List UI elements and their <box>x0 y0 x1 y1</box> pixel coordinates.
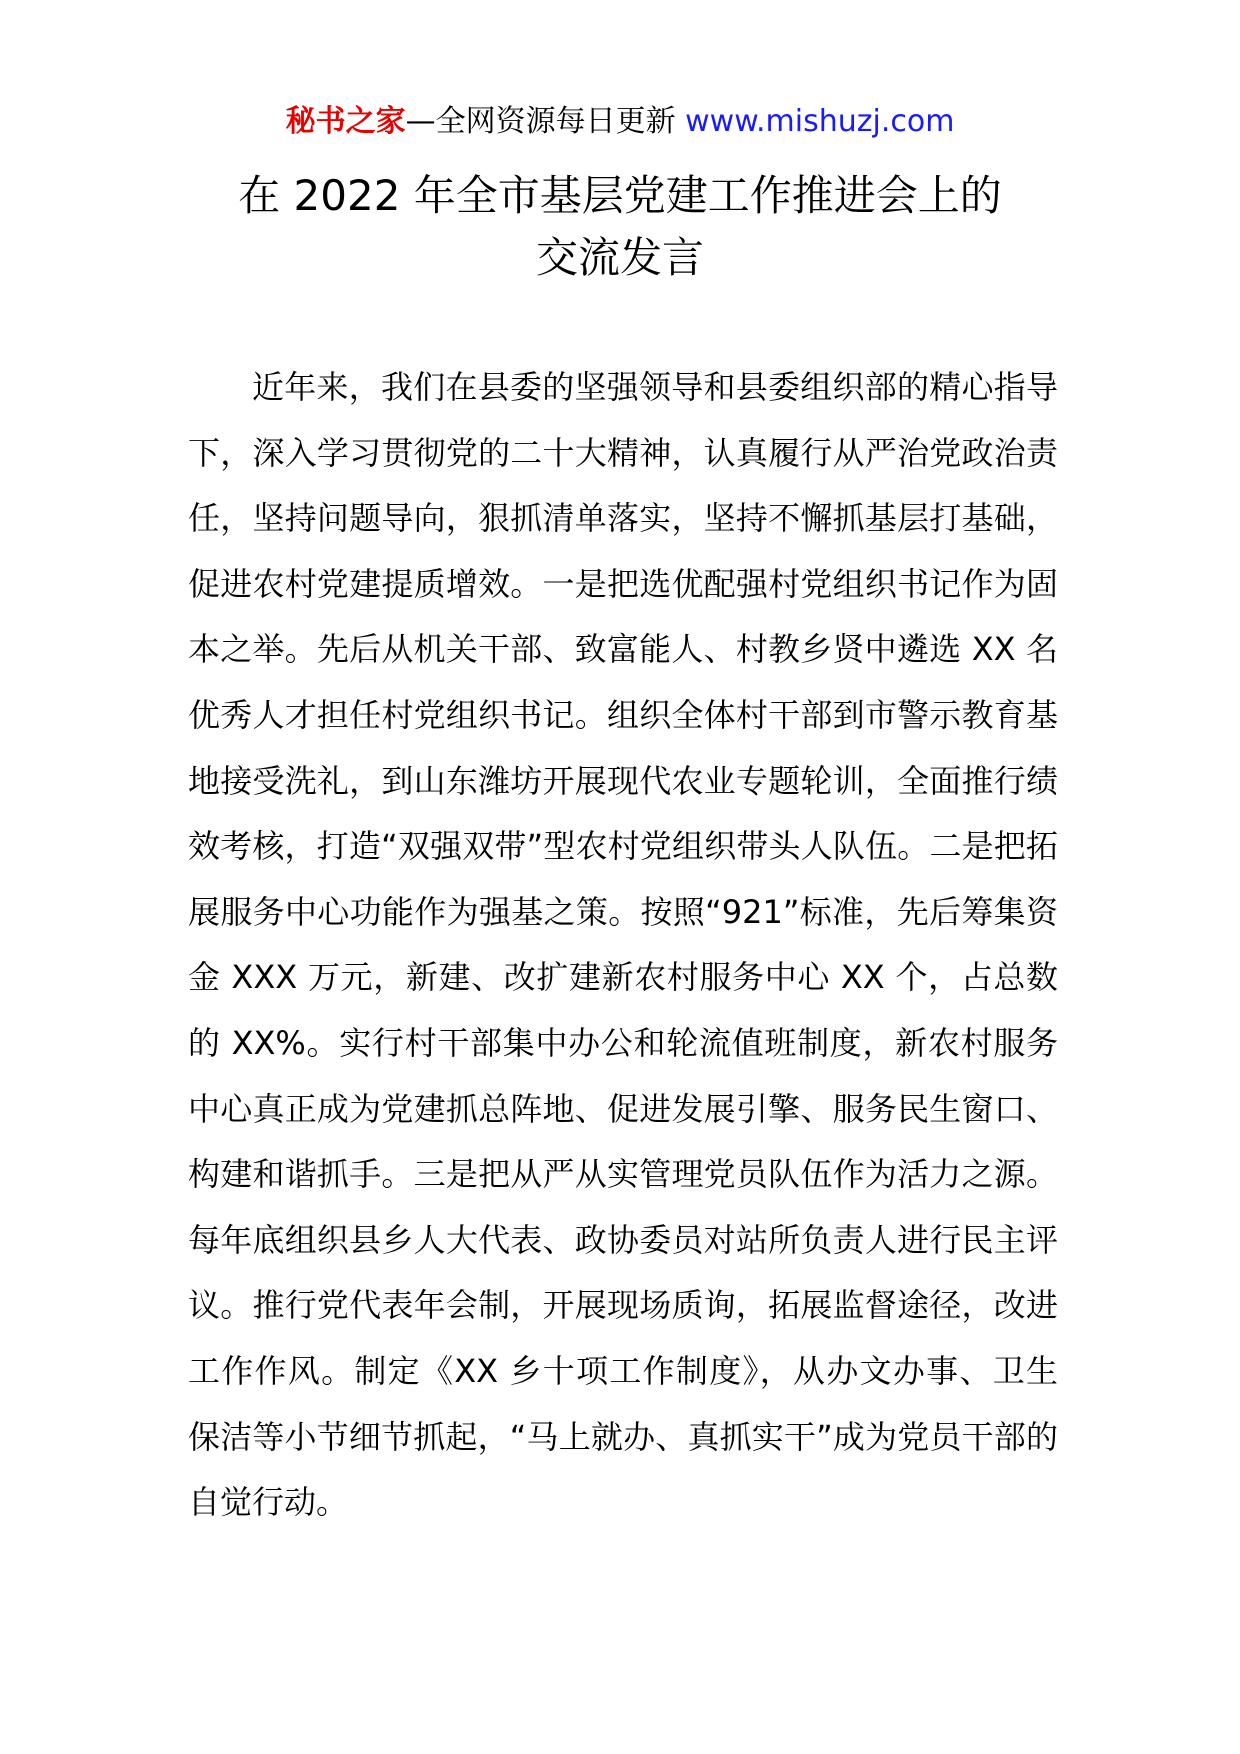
title-line-2: 交流发言 <box>535 233 704 282</box>
site-header <box>0 100 1240 144</box>
brand-name: 秘书之家 <box>285 104 406 139</box>
title-line-1: 在 2022 年全市基层党建工作推进会上的 <box>238 171 1002 220</box>
body-paragraph: 近年来，我们在县委的坚强领导和县委组织部的精心指导下，深入学习贯彻党的二十大精神，认真履行从严治党政治责任，坚持问题导向，狠抓清单落实，坚持不懈抓基层打基础，促进农村党建提质增效。一是把选优配强村党组织书记作为固本之举。先后从机关干部、致富能人、村教乡贤中遴选 XX 名优秀人才担任村党组织书记。组织全体村干部到市警示教育基地接受洗礼，到山东潍坊开展现代农业专题轮训，全面推行绩效考核，打造“双强双带”型农村党组织带头人队伍。二是把拓展服务中心功能作为强基之策。按照“921”标准，先后筹集资金 XXX 万元，新建、改扩建新农村服务中心 XX 个，占总数的 XX%。实行村干部集中办公和轮流值班制度，新农村服务中心真正成为党建抓总阵地、促进发展引擎、服务民生窗口、构建和谐抓手。三是把从严从实管理党员队伍作为活力之源。每年底组织县乡人大代表、政协委员对站所负责人进行民主评议。推行党代表年会制，开展现场质询，拓展监督途径，改进工作作风。制定《XX 乡十项工作制度》，从办文办事、卫生保洁等小节细节抓起，“马上就办、真抓实干”成为党员干部的自觉行动。 <box>188 368 1058 1522</box>
site-url-link[interactable]: www.mishuzj.com <box>685 104 955 139</box>
header-slogan: —全网资源每日更新 <box>405 104 676 139</box>
document-title <box>150 165 1090 289</box>
